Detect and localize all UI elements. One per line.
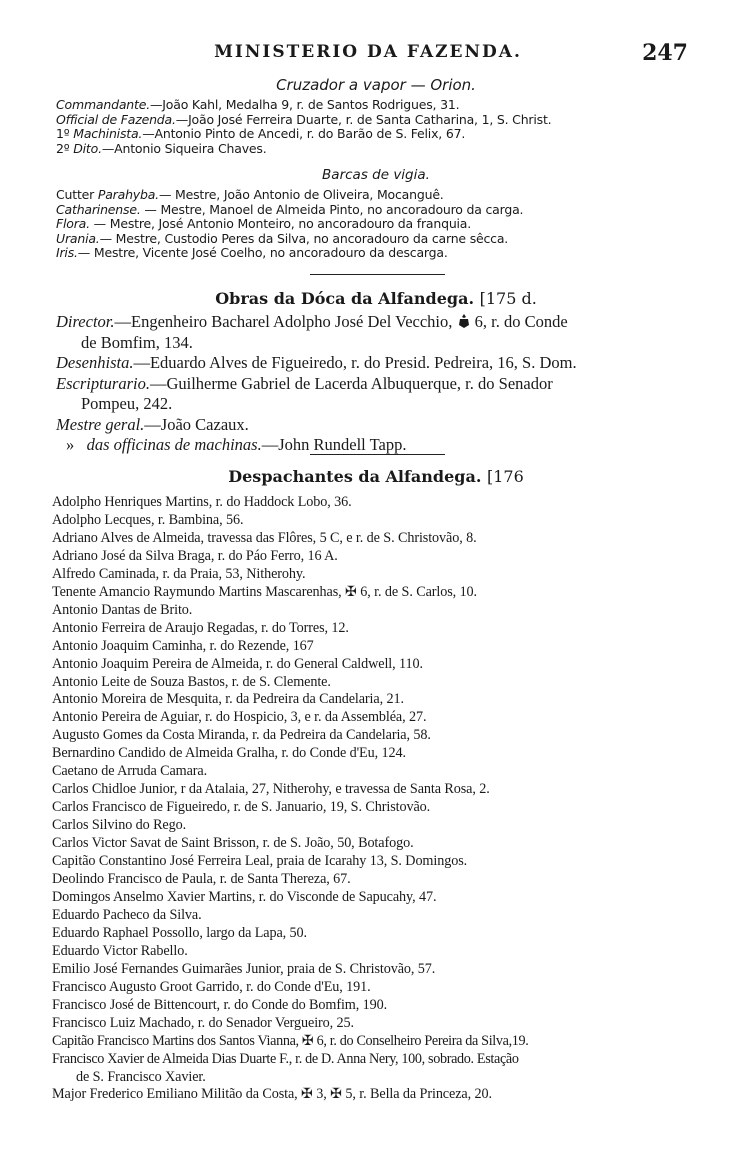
list-item: Deolindo Francisco de Paula, r. de Santa Thereza, 67. <box>52 871 351 888</box>
entry-role: Dito. <box>73 140 102 156</box>
cruzador-entries <box>56 98 696 156</box>
despachantes-ref: [176 <box>486 467 524 486</box>
entry-role: das officinas de machinas. <box>86 435 262 454</box>
entry-role: Commandante. <box>56 97 150 112</box>
list-item: Adriano José da Silva Braga, r. do Páo Ferro, 16 A. <box>52 547 338 564</box>
list-item-continuation: de S. Francisco Xavier. <box>76 1068 206 1085</box>
list-item: Tenente Amancio Raymundo Martins Mascarenhas, ✠ 6, r. de S. Carlos, 10. <box>52 583 478 600</box>
entry-text: —John Rundell Tapp. <box>261 435 407 454</box>
despachantes-title: Despachantes da Alfandega. <box>228 467 482 486</box>
list-item: Adriano Alves de Almeida, travessa das Flôres, 5 C, e r. de S. Christovão, 8. <box>52 529 477 546</box>
list-item: Carlos Francisco de Figueiredo, r. de S. Januario, 19, S. Christovão. <box>52 799 431 816</box>
entry-role: Urania. <box>56 230 100 246</box>
entry-role: Machinista. <box>73 126 143 142</box>
entry-role: Catharinense. <box>56 201 141 217</box>
ditto-mark: » <box>66 435 75 454</box>
barcas-subtitle: Barcas de vigia. <box>322 167 430 183</box>
despachantes-section <box>56 467 696 487</box>
decoration-icon <box>457 313 471 329</box>
entry-prefix: 1º <box>56 126 70 142</box>
entry-prefix: 2º <box>56 140 70 156</box>
list-item: Adolpho Henriques Martins, r. do Haddock Lobo, 36. <box>52 494 352 510</box>
page-number: 247 <box>642 40 688 66</box>
list-item: Antonio Leite de Souza Bastos, r. de S. Clemente. <box>52 673 331 690</box>
entry-role: Director. <box>56 312 115 331</box>
obras-ref: [175 d. <box>479 289 537 308</box>
list-item: Francisco Luiz Machado, r. do Senador Vergueiro, 25. <box>52 1014 354 1031</box>
list-item: Francisco José de Bittencourt, r. do Conde do Bomfim, 190. <box>52 996 388 1013</box>
entry-text: —João José Ferreira Duarte, r. de Santa Catharina, 1, S. Christ. <box>175 111 552 127</box>
cruzador-entry <box>56 142 696 157</box>
entry-text: —Eduardo Alves de Figueiredo, r. do Presid. Pedreira, 16, S. Dom. <box>133 353 577 372</box>
despachantes-list <box>52 494 692 1104</box>
cruzador-subtitle: Cruzador a vapor — Orion. <box>276 76 476 94</box>
list-item: Antonio Joaquim Caminha, r. do Rezende, 167 <box>52 637 314 654</box>
entry-text: — Mestre, José Antonio Monteiro, no ancoradouro da franquia. <box>89 216 472 232</box>
page-header <box>56 40 688 70</box>
entry-role: Official de Fazenda. <box>56 111 176 127</box>
list-item: Augusto Gomes da Costa Miranda, r. da Pedreira da Candelaria, 58. <box>52 727 431 744</box>
list-item: Capitão Constantino José Ferreira Leal, praia de Icarahy 13, S. Domingos. <box>52 853 468 870</box>
entry-text: —João Cazaux. <box>144 414 249 434</box>
obras-officinas <box>56 435 696 456</box>
obras-mestre <box>56 415 696 436</box>
obras-entries <box>56 312 696 456</box>
obras-director-cont: de Bomfim, 134. <box>81 332 193 352</box>
list-item: Caetano de Arruda Camara. <box>52 763 208 780</box>
list-item: Adolpho Lecques, r. Bambina, 56. <box>52 511 244 528</box>
entry-text: 6, r. do Conde <box>474 312 568 331</box>
despachantes-title-line <box>56 467 696 487</box>
list-item: Domingos Anselmo Xavier Martins, r. do Visconde de Sapucahy, 47. <box>52 888 437 905</box>
barcas-entries <box>56 188 696 261</box>
list-item: Antonio Ferreira de Araujo Regadas, r. do Torres, 12. <box>52 619 349 636</box>
list-item: Antonio Pereira de Aguiar, r. do Hospicio, 3, e r. da Assembléa, 27. <box>52 709 427 726</box>
entry-role: Parahyba. <box>97 187 159 202</box>
list-item: Antonio Dantas de Brito. <box>52 601 193 618</box>
cruzador-entry <box>56 127 696 142</box>
entry-text: — Mestre, João Antonio de Oliveira, Mocanguê. <box>158 187 444 202</box>
list-item: Carlos Victor Savat de Saint Brisson, r. de S. João, 50, Botafogo. <box>52 835 414 852</box>
list-item: Antonio Moreira de Mesquita, r. da Pedreira da Candelaria, 21. <box>52 691 404 708</box>
barca-entry <box>56 217 696 232</box>
obras-escripturario-cont: Pompeu, 242. <box>81 394 173 413</box>
list-item: Eduardo Raphael Possollo, largo da Lapa, 50. <box>52 924 307 941</box>
barca-entry <box>56 232 696 247</box>
list-item: Carlos Silvino do Rego. <box>52 817 187 834</box>
list-item: Eduardo Victor Rabello. <box>52 942 188 959</box>
entry-text: — Mestre, Custodio Peres da Silva, no ancoradouro da carne sêcca. <box>99 230 509 246</box>
entry-text: —Antonio Siqueira Chaves. <box>101 140 267 156</box>
list-item: Eduardo Pacheco da Silva. <box>52 906 202 923</box>
obras-title-line <box>56 289 696 309</box>
list-item: Antonio Joaquim Pereira de Almeida, r. do General Caldwell, 110. <box>52 655 423 672</box>
barcas-section <box>56 166 696 261</box>
list-item: Bernardino Candido de Almeida Gralha, r. do Conde d'Eu, 124. <box>52 745 406 762</box>
cruzador-section <box>56 76 696 156</box>
entry-role: Desenhista. <box>56 353 134 372</box>
section-divider <box>310 274 445 275</box>
list-item: Francisco Xavier de Almeida Dias Duarte F., r. de D. Anna Nery, 100, sobrado. Estação <box>52 1050 519 1067</box>
section-divider <box>310 454 445 455</box>
obras-director <box>56 312 696 333</box>
barca-entry <box>56 188 696 203</box>
entry-text: —Antonio Pinto de Ancedi, r. do Barão de S. Felix, 67. <box>142 126 466 142</box>
entry-role: Iris. <box>56 245 78 261</box>
list-item: Emilio José Fernandes Guimarães Junior, praia de S. Christovão, 57. <box>52 960 436 977</box>
entry-text: —Guilherme Gabriel de Lacerda Albuquerque, r. do Senador <box>149 373 553 393</box>
list-item: Francisco Augusto Groot Garrido, r. do Conde d'Eu, 191. <box>52 978 371 995</box>
barca-entry <box>56 246 696 261</box>
entry-prefix: Cutter <box>56 187 95 202</box>
obras-section <box>56 289 696 456</box>
entry-role: Escripturario. <box>56 373 150 393</box>
entry-text: — Mestre, Vicente José Coelho, no ancoradouro da descarga. <box>77 245 448 261</box>
running-head: MINISTERIO DA FAZENDA. <box>214 42 522 62</box>
entry-role: Mestre geral. <box>56 414 145 434</box>
cruzador-entry <box>56 98 696 113</box>
entry-text: —João Kahl, Medalha 9, r. de Santos Rodrigues, 31. <box>150 97 460 112</box>
list-item: Major Frederico Emiliano Militão da Costa, ✠ 3, ✠ 5, r. Bella da Princeza, 20. <box>52 1086 492 1103</box>
list-item: Alfredo Caminada, r. da Praia, 53, Nitherohy. <box>52 565 306 582</box>
entry-text: —Engenheiro Bacharel Adolpho José Del Vecchio, <box>114 312 453 331</box>
entry-text: — Mestre, Manoel de Almeida Pinto, no ancoradouro da carga. <box>140 201 524 217</box>
obras-escripturario <box>56 374 696 395</box>
cruzador-entry <box>56 113 696 128</box>
entry-role: Flora. <box>56 216 90 232</box>
barca-entry <box>56 203 696 218</box>
list-item: Capitão Francisco Martins dos Santos Vianna, ✠ 6, r. do Conselheiro Pereira da Silva,19. <box>52 1032 529 1049</box>
obras-desenhista <box>56 353 696 374</box>
obras-title: Obras da Dóca da Alfandega. <box>215 289 475 308</box>
list-item: Carlos Chidloe Junior, r da Atalaia, 27, Nitherohy, e travessa de Santa Rosa, 2. <box>52 781 490 798</box>
